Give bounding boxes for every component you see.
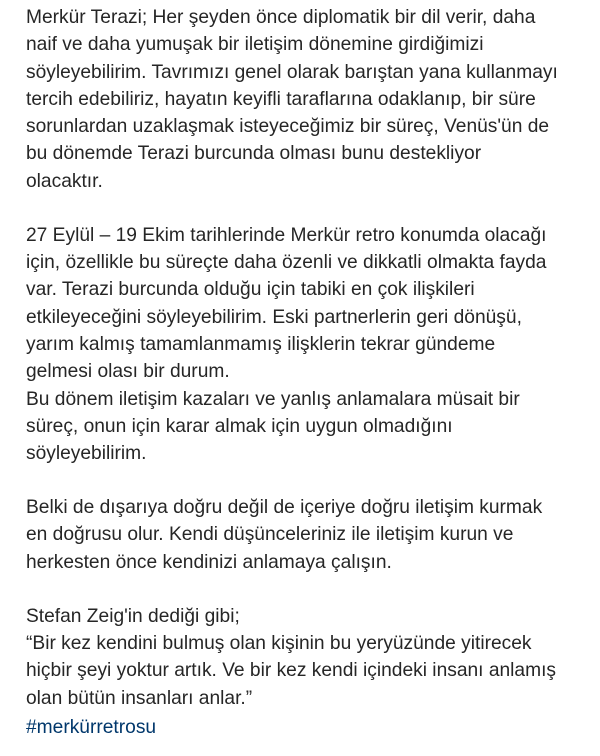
caption-line: Stefan Zeig'in dediği gibi; <box>26 605 240 627</box>
paragraph-gap <box>26 576 592 603</box>
caption-line: var. Terazi burcunda olduğu için tabiki en çok ilişkileri <box>26 279 475 301</box>
caption-line: gelmesi olası bir durum. <box>26 361 230 383</box>
caption-line: yarım kalmış tamamlanmamış ilişklerin tekrar gündeme <box>26 333 496 355</box>
caption-line: 27 Eylül – 19 Ekim tarihlerinde Merkür retro konumda olacağı <box>26 224 547 246</box>
caption-line: Merkür Terazi; Her şeyden önce diplomatik bir dil verir, daha <box>26 7 536 28</box>
caption-line: söyleyebilirim. Tavrımızı genel olarak barıştan yana kullanmayı <box>26 61 558 83</box>
caption-paragraph-4 <box>26 603 592 712</box>
caption-line: hiçbir şeyi yoktur artık. Ve bir kez kendi içindeki insanı anlamış <box>26 660 557 682</box>
caption-line: söyleyebilirim. <box>26 443 147 465</box>
caption-paragraph-3 <box>26 494 592 576</box>
caption-line: Bu dönem iletişim kazaları ve yanlış anlamalara müsait bir <box>26 388 520 410</box>
caption-line: “Bir kez kendini bulmuş olan kişinin bu yeryüzünde yitirecek <box>26 633 532 654</box>
caption-line: Belki de dışarıya doğru değil de içeriye doğru iletişim kurmak <box>26 497 543 519</box>
caption-paragraph-2 <box>26 222 592 468</box>
caption-line: en doğrusu olur. Kendi düşünceleriniz ile iletişim kurun ve <box>26 524 514 546</box>
caption-line: sorunlardan uzaklaşmak isteyeceğimiz bir süreç, Venüs'ün de <box>26 116 550 138</box>
paragraph-gap <box>26 467 592 494</box>
caption-line: etkileyeceğini söyleyebilirim. Eski partnerlerin geri dönüşü, <box>26 306 522 328</box>
caption-line: naif ve daha yumuşak bir iletişim dönemine girdiğimizi <box>26 34 484 56</box>
caption-line: bu dönemde Terazi burcunda olması bunu destekliyor <box>26 143 482 165</box>
caption-line: için, özellikle bu süreçte daha özenli ve dikkatli olmakta fayda <box>26 252 547 274</box>
caption-line: olacaktır. <box>26 170 103 192</box>
caption-line: tercih edebiliriz, hayatın keyifli taraflarına odaklanıp, bir süre <box>26 88 536 110</box>
hashtag-link[interactable]: #merkürretrosu <box>26 717 157 738</box>
caption-line: herkesten önce kendinizi anlamaya çalışın. <box>26 551 392 573</box>
caption-paragraph-1 <box>26 0 592 195</box>
caption-line: süreç, onun için karar almak için uygun olmadığını <box>26 415 453 437</box>
post-caption <box>26 0 592 712</box>
paragraph-gap <box>26 195 592 222</box>
caption-line: olan bütün insanları anlar.” <box>26 687 253 709</box>
